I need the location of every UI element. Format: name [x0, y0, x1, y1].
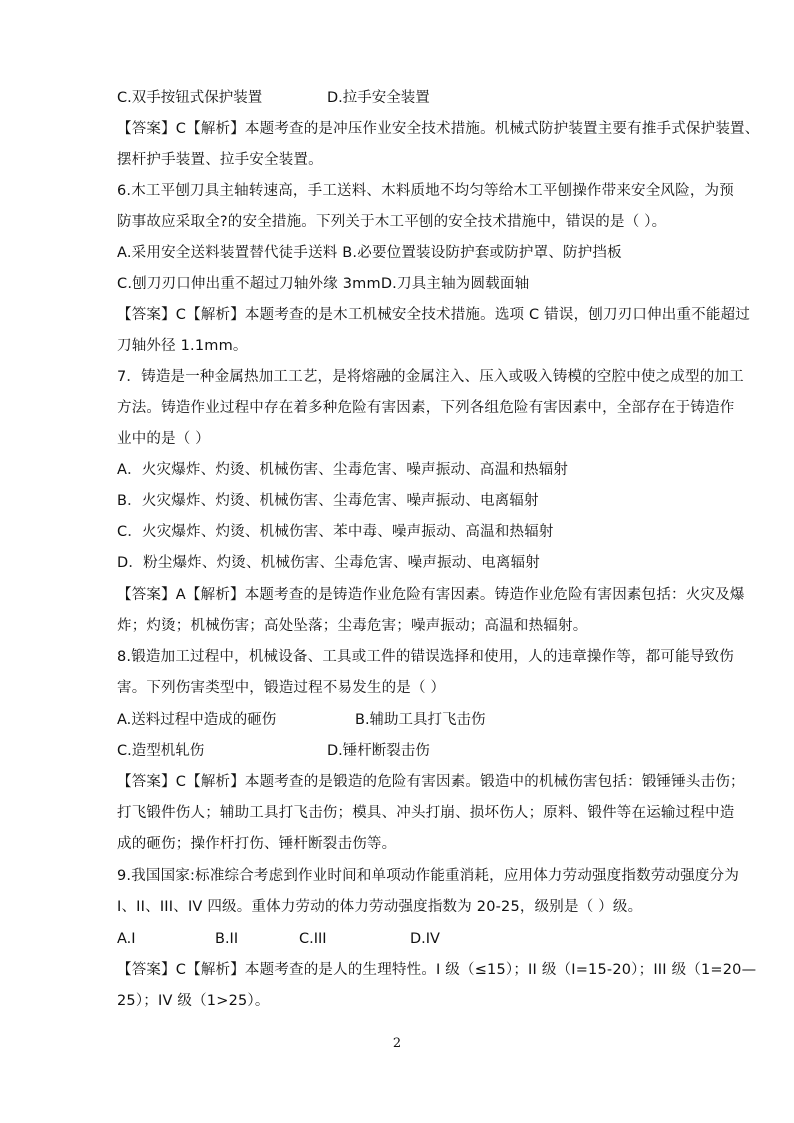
q8-answer-line-3: 成的砸伤；操作杆打伤、锤杆断裂击伤等。 — [117, 836, 397, 852]
q6-options-ab: A.采用安全送料装置替代徒手送料 B.必要位置装设防护套或防护罩、防护挡板 — [117, 245, 622, 261]
q7-answer-line-1: 【答案】A【解析】本题考查的是铸造作业危险有害因素。铸造作业危险有害因素包括：火灾及爆 — [117, 587, 745, 603]
q9-answer-line-2: 25）；IV 级（1>25）。 — [117, 993, 270, 1009]
q7-option-b: B．火灾爆炸、灼烫、机械伤害、尘毒危害、噪声振动、电离辐射 — [117, 493, 539, 509]
q8-answer-line-2: 打飞锻件伤人；辅助工具打飞击伤；模具、冲头打崩、损坏伤人；原料、锻件等在运输过程中造 — [117, 805, 735, 821]
q6-answer-line-2: 刀轴外径 1.1mm。 — [117, 338, 248, 354]
q6-options-cd: C.刨刀刃口伸出重不超过刀轴外缘 3mmD.刀具主轴为圆载面轴 — [117, 276, 530, 292]
q9-option-c: C.III — [299, 931, 327, 947]
q9-option-a: A.I — [117, 931, 136, 947]
q6-stem-line-1: 6.木工平刨刀具主轴转速高，手工送料、木料质地不均匀等给木工平刨操作带来安全风险，为预 — [117, 183, 734, 199]
q7-stem-line-1: 7．铸造是一种金属热加工工艺，是将熔融的金属注入、压入或吸入铸模的空腔中使之成型的加工 — [117, 369, 744, 385]
q8-answer-line-1: 【答案】C【解析】本题考查的是锻造的危险有害因素。锻造中的机械伤害包括：锻锤锤头击伤； — [117, 774, 745, 790]
q9-option-d: D.IV — [410, 931, 440, 947]
q8-option-a: A.送料过程中造成的砸伤 — [117, 712, 277, 728]
q6-answer-line-1: 【答案】C【解析】本题考查的是木工机械安全技术措施。选项 C 错误，刨刀刃口伸出重不能超过 — [117, 307, 750, 323]
q8-stem-line-1: 8.锻造加工过程中，机械设备、工具或工件的错误选择和使用，人的违章操作等，都可能导致伤 — [117, 649, 734, 665]
page-number: 2 — [392, 1036, 402, 1051]
q8-stem-line-2: 害。下列伤害类型中，锻造过程不易发生的是（ ） — [117, 680, 446, 696]
q7-option-c: C．火灾爆炸、灼烫、机械伤害、苯中毒、噪声振动、高温和热辐射 — [117, 524, 554, 540]
q7-option-d: D．粉尘爆炸、灼烫、机械伤害、尘毒危害、噪声振动、电离辐射 — [117, 555, 540, 571]
q7-stem-line-3: 业中的是（ ） — [117, 431, 211, 447]
q5-answer-line-2: 摆杆护手装置、拉手安全装置。 — [117, 152, 323, 168]
q9-option-b: B.II — [215, 931, 239, 947]
q7-answer-line-2: 炸；灼烫；机械伤害；高处坠落；尘毒危害；噪声振动；高温和热辐射。 — [117, 618, 588, 634]
q8-option-b: B.辅助工具打飞击伤 — [355, 712, 486, 728]
q7-option-a: A．火灾爆炸、灼烫、机械伤害、尘毒危害、噪声振动、高温和热辐射 — [117, 462, 569, 478]
q6-stem-line-2: 防事故应采取全?的安全措施。下列关于木工平刨的安全技术措施中，错误的是（ ）。 — [117, 214, 667, 230]
q5-option-c: C.双手按钮式保护装置 — [117, 90, 263, 106]
q9-stem-line-2: I、II、III、IV 四级。重体力劳动的体力劳动强度指数为 20-25，级别是（ ）级。 — [117, 899, 643, 915]
q5-answer-line-1: 【答案】C【解析】本题考查的是冲压作业安全技术措施。机械式防护装置主要有推手式保护装置、 — [117, 121, 760, 137]
q9-stem-line-1: 9.我国国家:标准综合考虑到作业时间和单项动作能重消耗，应用体力劳动强度指数劳动强度分为 — [117, 868, 740, 884]
q7-stem-line-2: 方法。铸造作业过程中存在着多种危险有害因素，下列各组危险有害因素中，全部存在于铸造作 — [117, 400, 735, 416]
q8-option-d: D.锤杆断裂击伤 — [327, 743, 430, 759]
q5-option-d: D.拉手安全装置 — [327, 90, 430, 106]
q9-answer-line-1: 【答案】C【解析】本题考查的是人的生理特性。I 级（≤15）；II 级（I=15-20）；III 级（1=20— — [117, 962, 757, 978]
q8-option-c: C.造型机轧伤 — [117, 743, 205, 759]
